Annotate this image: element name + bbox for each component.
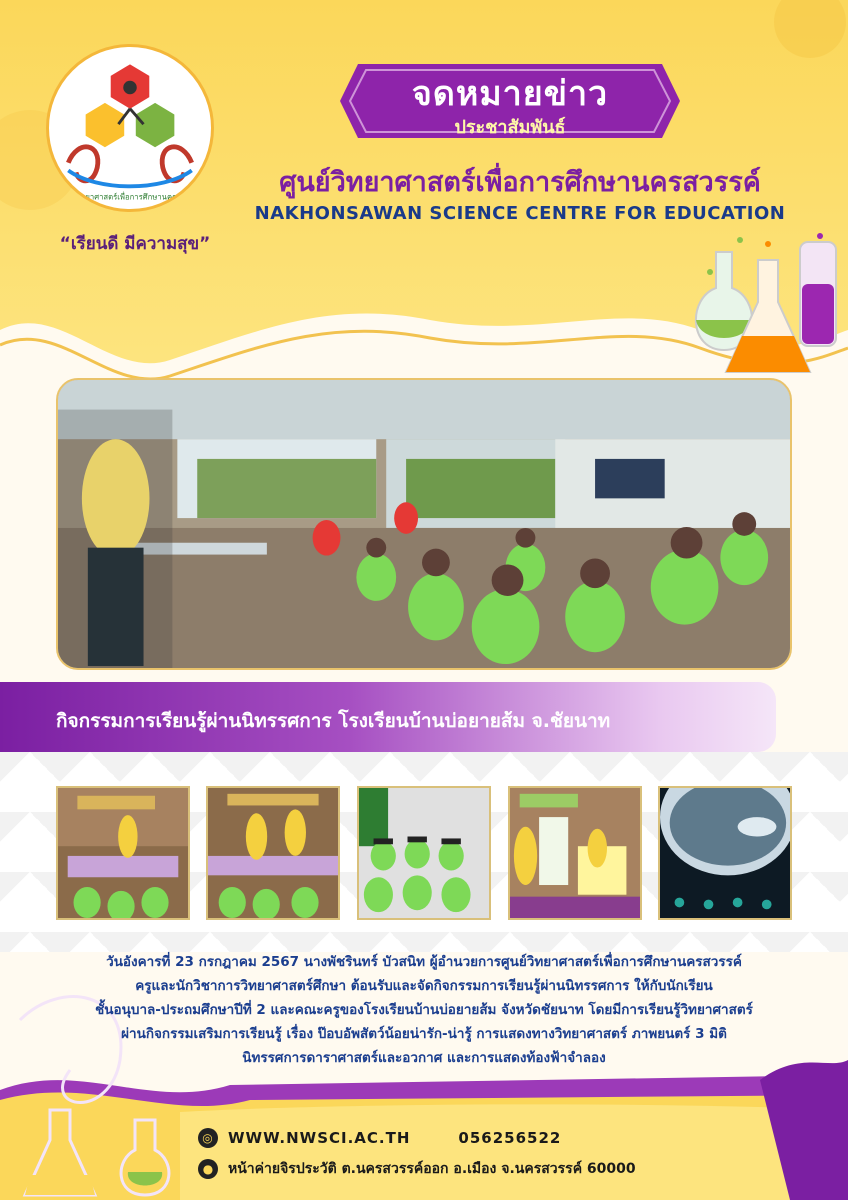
news-body-line: นิทรรศการดาราศาสตร์และอวกาศ และการแสดงท้องฟ้าจำลอง: [242, 1050, 606, 1066]
contact-web: [198, 1128, 561, 1148]
gallery-photo: [658, 786, 792, 920]
gallery-photo: [508, 786, 642, 920]
lab-flasks-illustration: [680, 232, 848, 380]
organization-name-english: NAKHONSAWAN SCIENCE CENTRE FOR EDUCATION: [254, 203, 786, 224]
news-body-line: วันอังคารที่ 23 กรกฎาคม 2567 นางพัชรินทร์ บัวสนิท ผู้อำนวยการศูนย์วิทยาศาสตร์เพื่อการศึกษานครสวรรค์: [106, 954, 742, 970]
gallery-photo: [56, 786, 190, 920]
main-activity-photo: [56, 378, 792, 670]
contact-address: [198, 1158, 636, 1180]
globe-icon: ◎: [198, 1128, 218, 1148]
website-link[interactable]: WWW.NWSCI.AC.TH: [228, 1129, 411, 1147]
news-body-line: ชั้นอนุบาล-ประถมศึกษาปีที่ 2 และคณะครูของโรงเรียนบ้านบ่อยายส้ม จังหวัดชัยนาท โดยมีการเรียนรู้วิทยาศาสตร์: [95, 1002, 753, 1018]
map-pin-icon: ●: [198, 1159, 218, 1179]
photo-gallery: [56, 786, 792, 920]
newsletter-subtitle: ประชาสัมพันธ์: [454, 117, 566, 138]
activity-caption: กิจกรรมการเรียนรู้ผ่านนิทรรศการ โรงเรียนบ้านบ่อยายส้ม จ.ชัยนาท: [56, 710, 611, 732]
gallery-photo: [206, 786, 340, 920]
gallery-photo: [357, 786, 491, 920]
news-body: [30, 950, 818, 1070]
science-centre-logo: [46, 44, 214, 212]
address-text: หน้าค่ายจิรประวัติ ต.นครสวรรค์ออก อ.เมือง จ.นครสวรรค์ 60000: [228, 1161, 636, 1177]
news-body-line: ครูและนักวิชาการวิทยาศาสตร์ศึกษา ต้อนรับและจัดกิจกรรมการเรียนรู้ผ่านนิทรรศการ ให้กับนักเรียน: [135, 978, 713, 994]
news-body-line: ผ่านกิจกรรมเสริมการเรียนรู้ เรื่อง ป๊อบอัพสัตว์น้อยน่ารัก-น่ารู้ การแสดงทางวิทยาศาสตร์ ภาพยนตร์ 3 มิติ: [121, 1026, 727, 1042]
organization-name-thai: ศูนย์วิทยาศาสตร์เพื่อการศึกษานครสวรรค์: [279, 167, 761, 198]
logo-text: ศูนย์วิทยาศาสตร์เพื่อการศึกษานครสวรรค์: [61, 192, 199, 202]
newsletter-title: จดหมายข่าว: [411, 74, 609, 114]
motto: “เรียนดี มีความสุข”: [59, 234, 211, 254]
phone-number[interactable]: 056256522: [458, 1129, 562, 1147]
